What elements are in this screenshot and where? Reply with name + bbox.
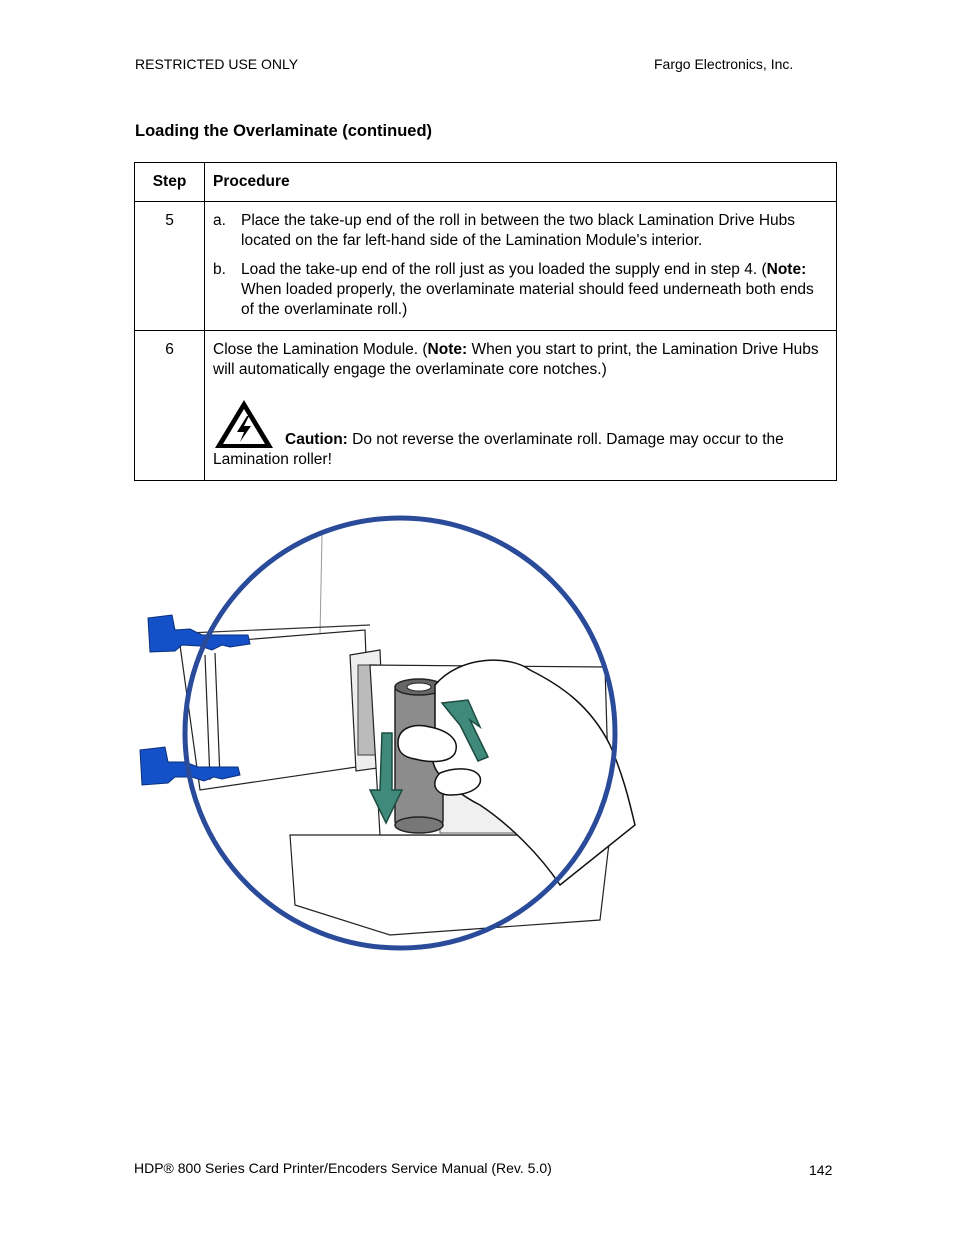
table-row (135, 331, 837, 481)
step-text (213, 340, 828, 380)
procedure-cell (205, 331, 837, 481)
lamination-module-illustration (130, 505, 650, 955)
procedure-cell (205, 202, 837, 331)
step-number: 5 (135, 202, 205, 331)
page-number: 142 (809, 1162, 833, 1178)
section-title: Loading the Overlaminate (continued) (135, 122, 433, 140)
high-voltage-warning-icon (213, 398, 275, 450)
procedure-column-header: Procedure (205, 163, 837, 202)
caution-label: Caution: (285, 431, 348, 448)
text-before-note: Close the Lamination Module. ( (213, 341, 428, 358)
table-header-row (135, 163, 837, 202)
procedure-table (134, 162, 837, 481)
caution-block (213, 398, 828, 470)
header-right: Fargo Electronics, Inc. (654, 56, 794, 72)
lamination-module (180, 630, 385, 790)
footer-title: HDP® 800 Series Card Printer/Encoders Service Manual (Rev. 5.0) (134, 1160, 552, 1176)
list-marker: b. (213, 261, 226, 278)
list-text: Place the take-up end of the roll in between the two black Lamination Drive Hubs located on the far left-hand side of the Lamination Module's interior. (241, 212, 796, 249)
table-row (135, 202, 837, 331)
list-text (241, 260, 828, 320)
text-after-note: When you start to print, the Lamination Drive Hubs will automatically engage the overlaminate core notches.) (213, 341, 819, 378)
list-item (213, 211, 828, 251)
text-after-note: When loaded properly, the overlaminate material should feed underneath both ends of the overlaminate roll.) (241, 281, 814, 318)
header-left: RESTRICTED USE ONLY (135, 56, 299, 72)
note-label: Note: (427, 341, 468, 358)
step-column-header: Step (135, 163, 205, 202)
list-marker: a. (213, 212, 226, 229)
step-number: 6 (135, 331, 205, 481)
note-label: Note: (766, 261, 807, 278)
caution-text: Do not reverse the overlaminate roll. Damage may occur to the Lamination roller! (213, 431, 784, 468)
list-item (213, 260, 828, 320)
text-before-note: Load the take-up end of the roll just as you loaded the supply end in step 4. ( (241, 261, 767, 278)
